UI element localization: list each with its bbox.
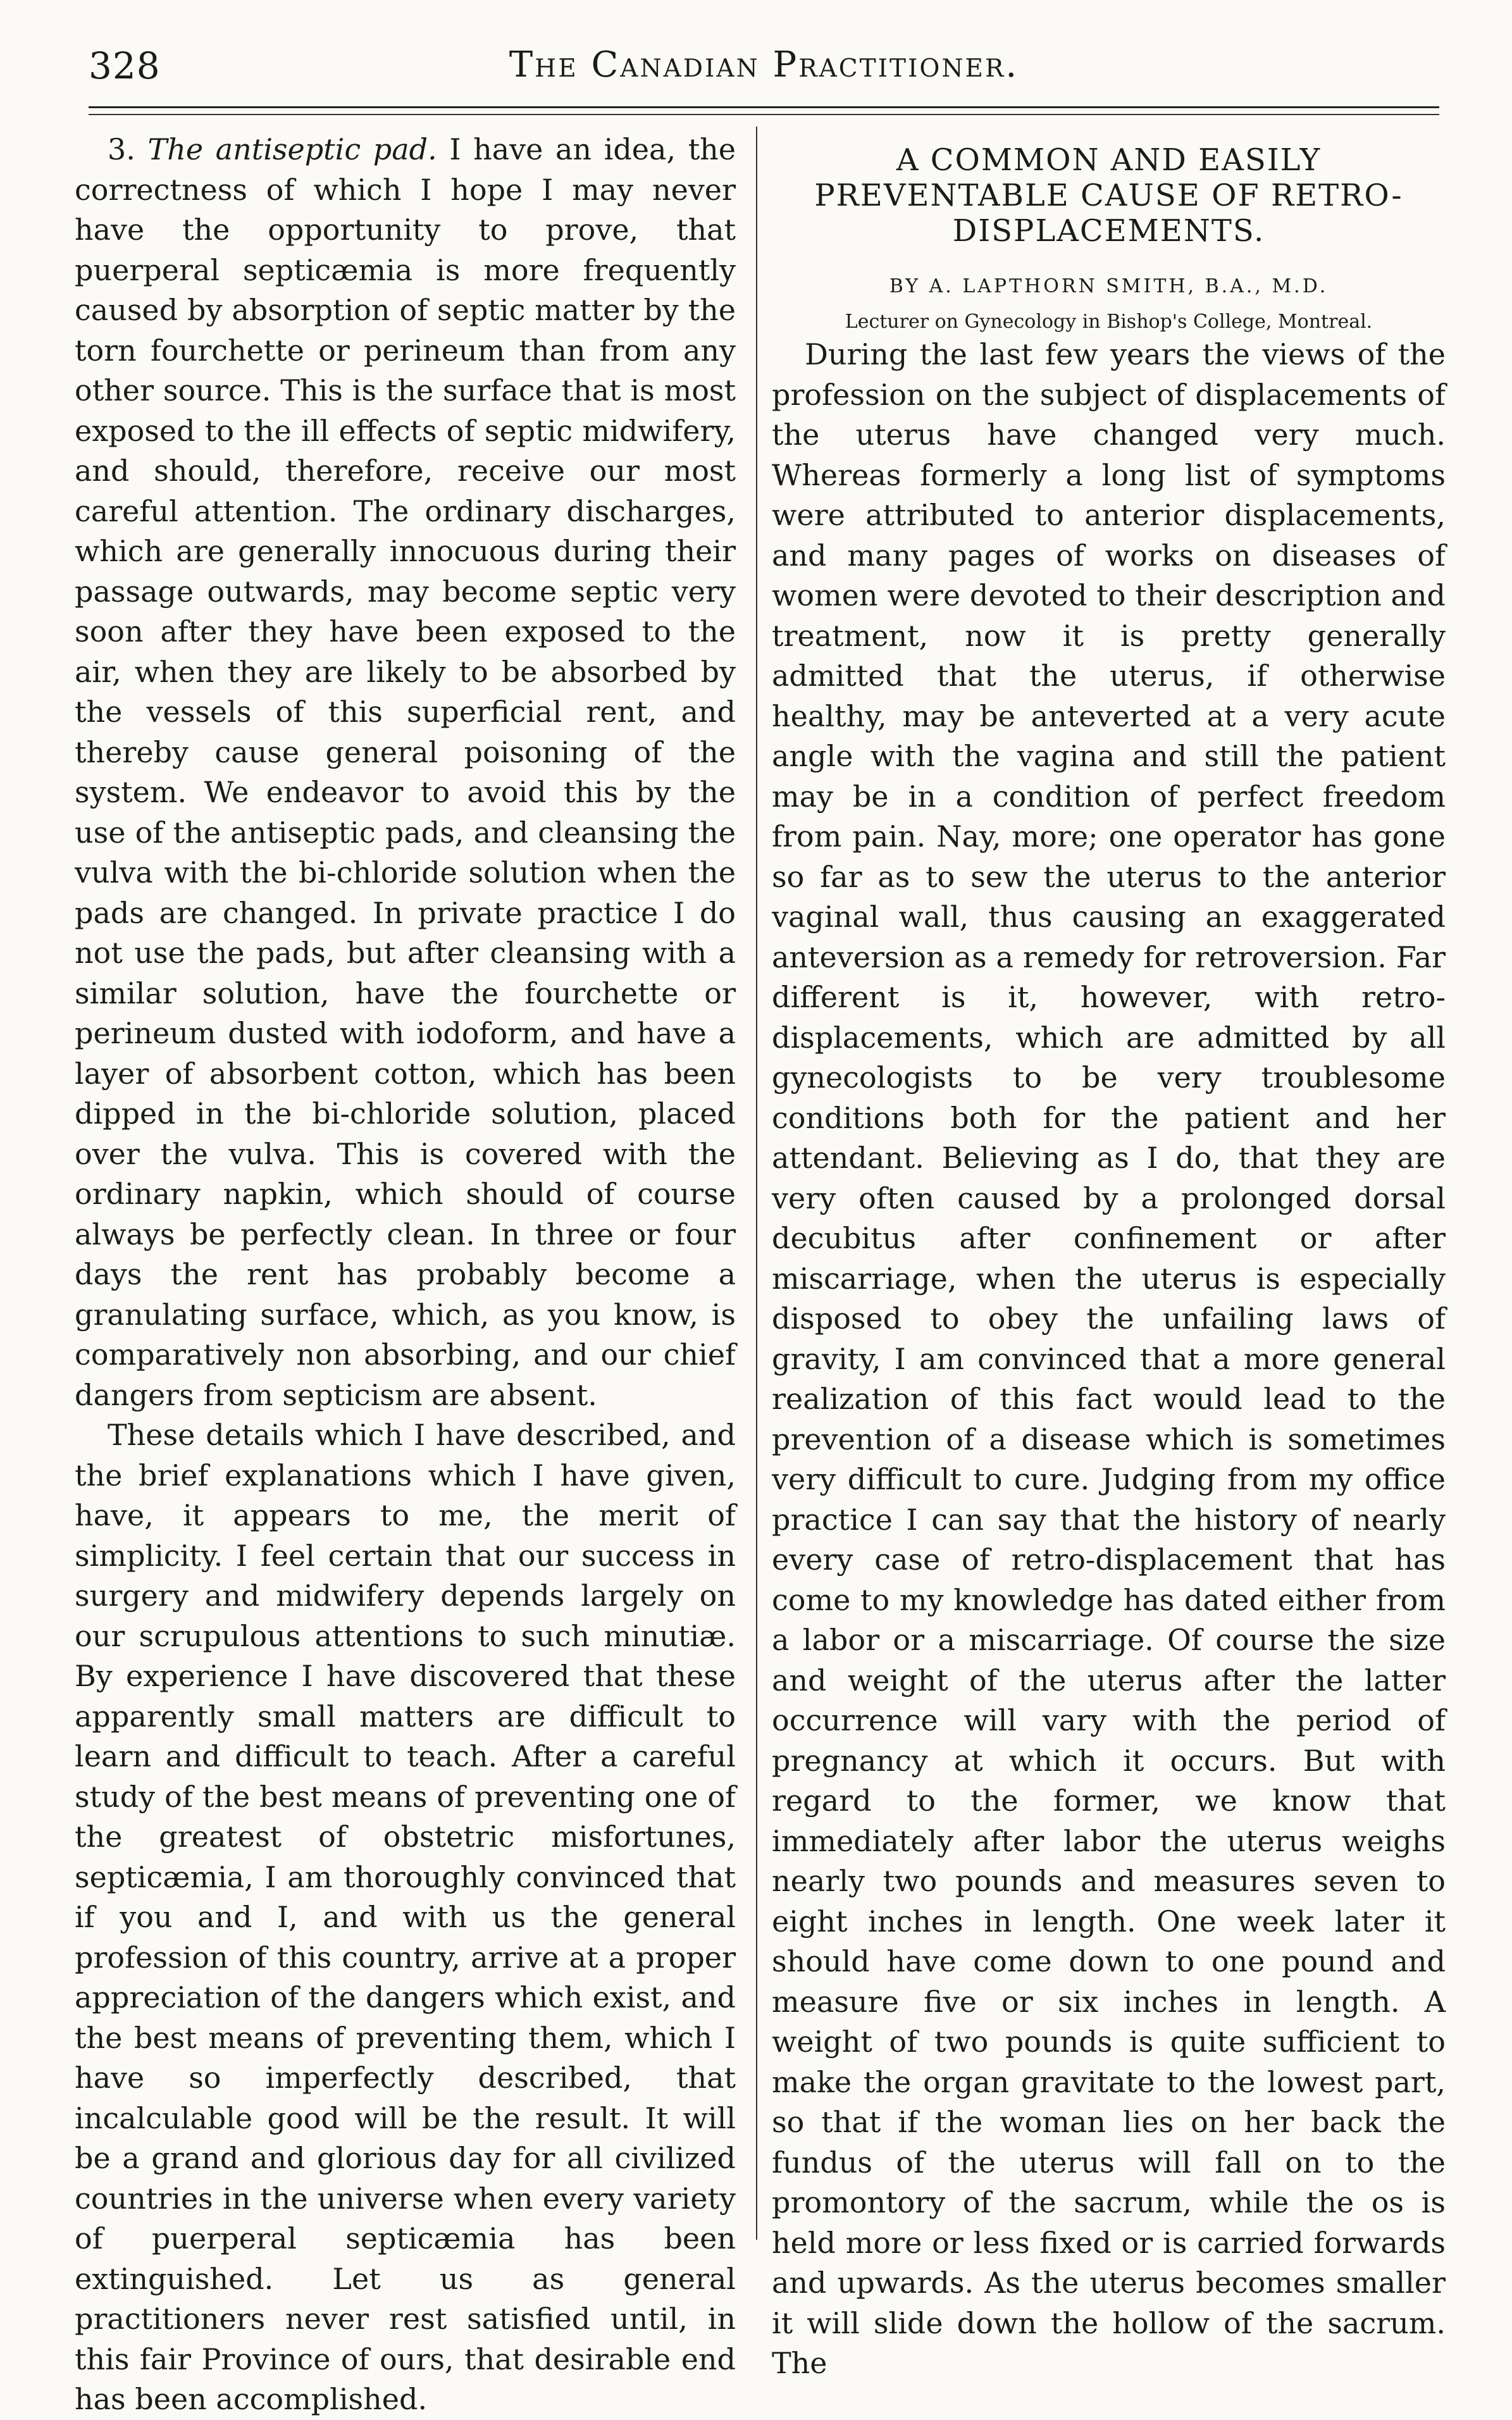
- header-rule: [89, 106, 1439, 108]
- journal-title: The Canadian Practitioner.: [509, 44, 1019, 85]
- left-paragraph-2: These details which I have described, and the brief explanations which I have given, have, it appears to me, the merit of simplicity. I feel certain that our success in surgery and midwifery depends largely on our scrupulous attentions to such minutiæ. By experience I have discovered that these apparently small matters are difficult to learn and difficult to teach. After a careful study of the best means of preventing one of the greatest of obstetric misfortunes, septicæmia, I am thoroughly convinced that if you and I, and with us the general profession of this country, arrive at a proper appreciation of the dangers which exist, and the best means of preventing them, which I have so imperfectly described, that incalculable good will be the result. It will be a grand and glorious day for all civilized countries in the universe when every variety of puerperal septicæmia has been extinguished. Let us as general practitioners never rest satisfied until, in this fair Province of ours, that desirable end has been accomplished.: [75, 1418, 736, 2416]
- header-rule-secondary: [89, 114, 1439, 115]
- article-title: A COMMON AND EASILY PREVENTABLE CAUSE OF RETRO-DISPLACEMENTS.: [814, 142, 1403, 249]
- author-affiliation: Lecturer on Gynecology in Bishop's College, Montreal.: [845, 311, 1373, 333]
- running-head: [89, 44, 1439, 101]
- article-byline: BY A. LAPTHORN SMITH, B.A., M.D.: [889, 275, 1329, 297]
- page-number: 328: [89, 44, 161, 87]
- left-column: [75, 130, 736, 2420]
- left-paragraph-antiseptic-pad: [75, 130, 736, 1415]
- section-title: The antiseptic pad.: [147, 132, 437, 166]
- left-paragraph-1-text: I have an idea, the correctness of which I hope I may never have the opportunity to prove, that puerperal septicæmia is more frequently caused by absorption of septic matter by the torn fourchette or perineum than from any other source. This is the surface that is most exposed to the ill effects of septic midwifery, and should, therefore, receive our most careful attention. The ordinary discharges, which are generally innocuous during their passage outwards, may become septic very soon after they have been exposed to the air, when they are likely to be absorbed by the vessels of this superficial rent, and thereby cause general poisoning of the system. We endeavor to avoid this by the use of the antiseptic pads, and cleansing the vulva with the bi-chloride solution when the pads are changed. In private practice I do not use the pads, but after cleansing with a similar solution, have the fourchette or perineum dusted with iodoform, and have a layer of absorbent cotton, which has been dipped in the bi-chloride solution, placed over the vulva. This is covered with the ordinary napkin, which should of course always be perfectly clean. In three or four days the rent has probably become a granulating surface, which, as you know, is comparatively non absorbing, and our chief dangers from septicism are absent.: [75, 132, 736, 1412]
- right-column: [772, 130, 1446, 2384]
- section-number: 3.: [108, 132, 135, 166]
- right-paragraph-1: During the last few years the views of the profession on the subject of displacements of the uterus have changed very much. Whereas formerly a long list of symptoms were attributed to anterior displacements, and many pages of works on diseases of women were devoted to their description and treatment, now it is pretty generally admitted that the uterus, if otherwise healthy, may be anteverted at a very acute angle with the vagina and still the patient may be in a condition of perfect freedom from pain. Nay, more; one operator has gone so far as to sew the uterus to the anterior vaginal wall, thus causing an exaggerated anteversion as a remedy for retroversion. Far different is it, however, with retro-displacements, which are admitted by all gynecologists to be very troublesome conditions both for the patient and her attendant. Believing as I do, that they are very often caused by a prolonged dorsal decubitus after confinement or after miscarriage, when the uterus is especially disposed to obey the unfailing laws of gravity, I am convinced that a more general realization of this fact would lead to the prevention of a disease which is sometimes very difficult to cure. Judging from my office practice I can say that the history of nearly every case of retro-displacement that has come to my knowledge has dated either from a labor or a miscarriage. Of course the size and weight of the uterus after the latter occurrence will vary with the period of pregnancy at which it occurs. But with regard to the former, we know that immediately after labor the uterus weighs nearly two pounds and measures seven to eight inches in length. One week later it should have come down to one pound and measure five or six inches in length. A weight of two pounds is quite sufficient to make the organ gravitate to the lowest part, so that if the woman lies on her back the fundus of the uterus will fall on to the promontory of the sacrum, while the os is held more or less fixed or is carried forwards and upwards. As the uterus becomes smaller it will slide down the hollow of the sacrum. The: [772, 337, 1446, 2380]
- column-divider: [756, 127, 757, 2240]
